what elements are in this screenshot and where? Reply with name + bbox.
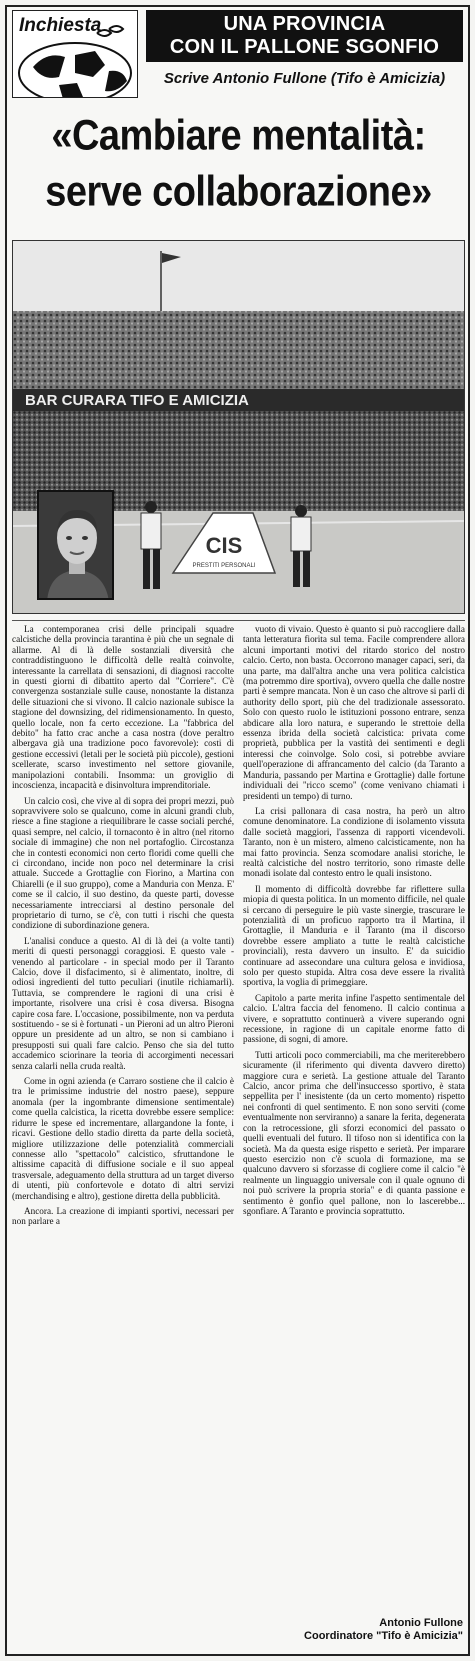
paragraph: vuoto di vivaio. Questo è quanto si può raccogliere dalla tanta letteratura fiorita sul tema. Facile comprendere allora alcuni importanti motivi del ritardo storico del nostro calcio. Certo, non basta. Occorrono manager capaci, seri, da una parte, ma dall'altra anche una vera politica calcistica (ma potremmo dire sportiva), ovvero quella che dalle nostre parti è sempre mancata. Non è un caso che altrove si parli di authority dello sport, più che del tradizionale assessorato. Solo con questo ruolo le istituzioni possono entrare, senza abdicare alla loro natura, e superando le strettoie della essenza ibrida della società calcistica: privata come proprietà, pubblica per la vastità dei sentimenti e degli interessi che coinvolge. Solo così, si potrebbe avviare quell'operazione di affrancamento del calcio (da Taranto a Manduria, passando per Martina e Grottaglie) dalle fortune individuali dei "ricco scemo" (come venivano chiamati i presidenti un tempo) di turno.	[243, 624, 465, 801]
section-logo	[12, 10, 138, 98]
paragraph: L'analisi conduce a questo. Al di là dei (a volte tanti) meriti di questi personaggi coraggiosi. E questo vale - venendo al particolare - in special modo per il Taranto Calcio, dove il disfacimento, si è alimentato, inoltre, di odiosi ingredienti del tutto peculiari (inutile richiamarli). Tuttavia, se comprendere le ragioni di una crisi è importante, risolvere una crisi è cosa diversa. Bisogna capire cosa fare. L'occasione, possibilmente, non va perduta sostituendo - se si è fortunati - un Pieroni ad un altro Pieroni oppure un presidente ad un altro, se non si cambiano i presupposti sui quali fare calcio. Penso che sia del tutto accademico sciorinare la teoria di accorgimenti necessari senza calarli nella cruda realtà.	[12, 935, 234, 1071]
headline-line-1: «Cambiare mentalità:	[51, 112, 426, 160]
advert-sign: CIS	[205, 533, 243, 558]
stadium-banner: BAR CURARA TIFO E AMICIZIA	[25, 392, 249, 409]
paragraph: Come in ogni azienda (e Carraro sostiene che il calcio è tra le primissime industrie del nostro paese), seppure anomala (per la ingombrante dimensione sentimentale) come quella calcistica, la ricetta dovrebbe essere semplice: ridurre le spese ed incrementare, allargandone la fonte, i ricavi. Gestione dello stadio diretta da parte della società, migliore utilizzazione delle potenzialità commerciali connesse allo "spettacolo" calcistico, sfruttandone le altissime capacità di diffusione sociale e il suo appeal trasversale, adeguamento della struttura ad un target diverso di utenti, più confortevole e dotato di altri servizi (merchandising e altro), gestione diretta della pubblicità.	[12, 1076, 234, 1201]
paragraph: La contemporanea crisi delle principali squadre calcistiche della provincia tarantina è più che un segnale di allarme. Al di là delle sostanziali diversità che contraddistinguono le difficoltà delle realtà coinvolte, interessante la carrellata di sensazioni, di diagnosi raccolte in questi giorni di dibattito aperto dal "Corriere". C'è convergenza sostanziale sulle cause, nonostante la distanza delle situazioni che si vivono. Il calcio nazionale subisce la stagione del downsizing, del ridimensionamento. In questo, quello locale, non fa certo eccezione. La "fabbrica del debito" ha fatto crac anche a casa nostra (dove peraltro albergava già una tradizione poco favorevole): costi di gestione eccessivi (letali per le società più piccole), gestioni scellerate, scarso investimento nel settore giovanile, manipolazioni contabili. Insomma: un groviglio di incoscienza, incapacità e disinvoltura imprenditoriale.	[12, 624, 234, 791]
signature	[304, 1617, 463, 1643]
kicker-line-2: CON IL PALLONE SGONFIO	[169, 36, 440, 58]
author-portrait	[37, 490, 114, 600]
paragraph: Ancora. La creazione di impianti sportivi, necessari per non parlare a	[12, 1205, 234, 1227]
column-right	[243, 624, 465, 1638]
paragraph: Il momento di difficoltà dovrebbe far riflettere sulla miopia di questa politica. In un momento difficile, nel quale si cercano di perseguire le più vaste sinergie, trascurare le potenzialità di un proficuo rapporto tra il Martina, il Grottaglie, il Manduria e il Taranto (ma il discorso dovrebbe essere ampliato a tutte le realtà calcistiche provinciali), resta davvero un insulto. E' da suicidio continuare ad assecondare una cultura gelosa e invidiosa, solo per questo stupida. Altra cosa deve essere la rivalità sportiva, la voglia di primeggiare.	[243, 883, 465, 988]
kicker-line-1: UNA PROVINCIA	[223, 13, 386, 35]
byline: Scrive Antonio Fullone (Tifo è Amicizia)	[163, 70, 446, 87]
signature-role: Coordinatore "Tifo è Amicizia"	[304, 1630, 463, 1642]
article-body	[12, 624, 465, 1638]
headline	[12, 108, 465, 220]
paragraph: Capitolo a parte merita infine l'aspetto sentimentale del calcio. L'altra faccia del fenomeno. Il calcio continua a vivere, e soprattutto continuerà a vivere superando ogni recessione, in ragione di un capitale enorme fatto di passione, di sogni, di amore.	[243, 992, 465, 1045]
paragraph: La crisi pallonara di casa nostra, ha però un altro comune denominatore. La condizione di isolamento vissuta dalle società maggiori, l'assenza di rapporti vicendevoli. Taranto, non è un mistero, almeno calcisticamente, non ha mai fatto provincia. Senza scomodare analisi storiche, le realtà calcistiche del nostro territorio, sono rimaste delle monadi isolate dal contesto entro le quali insistono.	[243, 805, 465, 879]
paragraph: Un calcio così, che vive al di sopra dei propri mezzi, può sopravvivere solo se qualcuno, come in alcuni grandi club, riesce a fine stagione a riequilibrare le casse sociali perché, quasi sempre, nel calcio, il tornaconto è in altro (nel ritorno sociale di immagine) che non nel portafoglio. Circostanza che in contesti economici non certo floridi come quelli che ci circondano, incide non poco nel determinare la crisi attuale. Succede a Grottaglie con Fiorino, a Martina con Chiarelli (e il suo gruppo), come a Manduria con Menza. E' come se il calcio, il suo destino, da queste parti, dovesse necessariamente intrecciarsi al destino personale del proprietario di turno, se c'è, con tutti i rischi che questa condizione di subordinazione genera.	[12, 795, 234, 931]
advert-subtext: PRESTITI PERSONALI	[192, 563, 256, 569]
section-tag: Inchiesta	[19, 15, 102, 36]
divider	[12, 620, 465, 621]
person-portrait-icon	[39, 492, 114, 600]
headline-line-2: serve collaborazione»	[45, 168, 432, 216]
signature-name: Antonio Fullone	[379, 1617, 463, 1629]
paragraph: Tutti articoli poco commerciabili, ma che meriterebbero sicuramente (il riferimento qui diventa davvero diretto) maggiore cura e serietà. La gestione attuale del Taranto Calcio, ancor prima che dell'insuccesso sportivo, è stata seppellita per l' inesistente (da un certo momento) rispetto nei confronti di quel sentimento. E non sono serviti (come eventualmente non serviranno) a sanare la ferita, degenerata con la retrocessione, gli sforzi economici del passato o quelli eventuali del futuro. Il tifoso non si identifica con la società. Ma da questa esige rispetto e serietà. Per imparare questo esercizio non c'è scuola di formazione, ma se qualcuno davvero si sforzasse di cogliere come il calcio "è realmente un linguaggio universale con il quale ognuno di noi può scrivere la propria storia" e di quanta passione e sentimento è gonfio quel pallone, non lo lascerebbe... sgonfiare. A Taranto e provincia soprattutto.	[243, 1049, 465, 1216]
kicker-box	[146, 10, 463, 62]
column-left	[12, 624, 234, 1638]
